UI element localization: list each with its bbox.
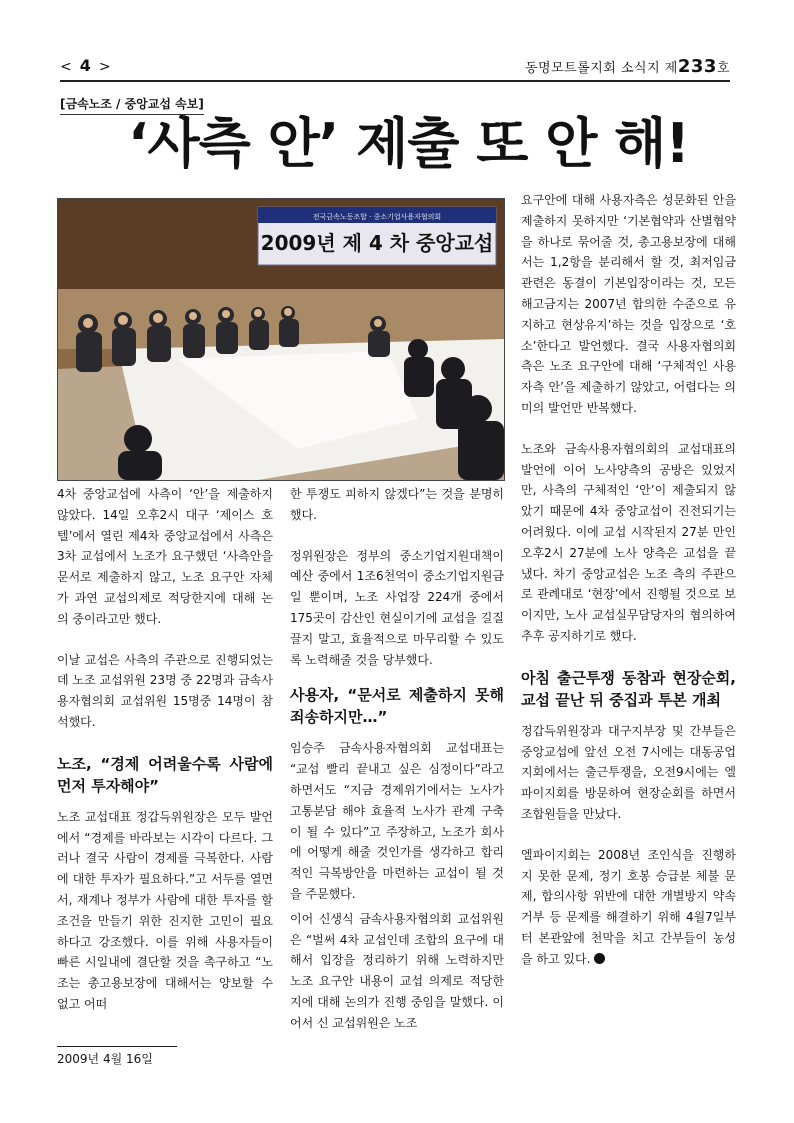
publication-name: 동명모트롤지회 소식지 제 <box>524 61 678 76</box>
column-2-paragraph-3: 임승주 금속사용자협의회 교섭대표는 “교섭 빨리 끝내고 싶은 심정이다”라고 하면서도 “지금 경제위기에서는 노사가 고통분담 해야 효율적 노사가 관계 구축이 될 수 있다”고 주장하고, 노조가 회사에 어떻게 해줄 것인가를 생각하고 합리적인 극복방안을 마련하는 교섭이 될 것을 주문했다. <box>290 741 504 901</box>
column-2-subheading: 사용자, “문서로 제출하지 못해 죄송하지만…” <box>290 686 504 727</box>
article-column-1 <box>57 484 273 1035</box>
publication-title <box>525 56 730 77</box>
issue-number: 233 <box>677 56 717 77</box>
photo-banner-subtitle: 전국금속노동조합 · 중소기업사용자협의회 <box>312 213 442 221</box>
issue-suffix: 호 <box>716 61 730 76</box>
column-2-paragraph-4: 이어 신생식 금속사용자협의회 교섭위원은 “벌써 4차 교섭인데 조합의 요구에 대해서 입장을 정리하기 위해 노력하지만 노조 요구안 내용이 교섭 의제로 적당한지에 대해 논의가 진행 중임을 말했다. 이어서 신 교섭위원은 노조 <box>290 911 504 1030</box>
header-rule <box>60 80 730 82</box>
column-1-paragraph-1: 4차 중앙교섭에 사측이 ‘안’을 제출하지 않았다. 14일 오후2시 대구 ‘제이스 호텔’에서 열린 제4차 중앙교섭에서 사측은 3차 교섭에서 노조가 요구했던 ‘사측안을 문서로 제출하지 않고, 노조 요구안 자체가 과연 교섭의제로 적당한지에 대해 논의 중이라고만 했다. <box>57 487 273 626</box>
section-tag: [금속노조 / 중앙교섭 속보] <box>60 95 204 115</box>
column-2-paragraph-2: 정위원장은 정부의 중소기업지원대책이 예산 중에서 1조6천억이 중소기업지원금일 뿐이며, 노조 사업장 224개 중에서 175곳이 감산인 현실이기에 교섭을 길질 끌지 말고, 효율적으로 마무리할 수 있도록 노력해줄 것을 당부했다. <box>290 548 504 667</box>
page-number-value: 4 <box>79 56 91 75</box>
column-3-paragraph-4-text: 엘파이지회는 2008년 조인식을 진행하지 못한 문제, 정기 호봉 승급분 체불 문제, 합의사항 위반에 대한 개별방지 약속거부 등 문제를 해결하기 위해 4월7일부터 본관앞에 천막을 치고 간부들이 농성을 하고 있다. <box>521 847 736 966</box>
column-3-paragraph-1: 요구안에 대해 사용자측은 성문화된 안을 제출하지 못하지만 ‘기본협약과 산별협약을 하나로 묶어줄 것, 총고용보장에 대해서는 1,2항을 분리해서 할 것, 최저임금 관련은 동결이 기본입장이라는 것, 모든 해고금지는 2007년 합의한 수준으로 유지하고 현상유지’하는 것을 입장으로 ‘호소’한다고 발언했다. 결국 사용자협의회 측은 노조 요구안에 대해 ‘구체적인 사용자측 안’을 제출하기 않았고, 어렵다는 의미의 발언만 반복했다. <box>521 193 736 415</box>
end-mark-icon <box>594 953 605 964</box>
column-3-subheading: 아침 출근투쟁 동참과 현장순회, 교섭 끝난 뒤 중집과 투본 개최 <box>521 668 736 709</box>
column-3-paragraph-4 <box>521 845 736 970</box>
page-suffix: > <box>98 59 111 75</box>
column-1-paragraph-3: 노조 교섭대표 정갑득위원장은 모두 발언에서 “경제를 바라보는 시각이 다르다. 그러나 결국 사람이 경제를 극복한다. 사람에 대한 투자가 필요하다.”고 서두를 열면서, 재계나 정부가 사람에 대한 투자를 할 조건을 만들기 위한 진지한 고민이 필요하다고 강조했다. 이를 위해 사용자들이 빠른 시일내에 결단할 것을 촉구하고 “노조는 총고용보장에 대해서는 양보할 수 없고 어떠 <box>57 809 273 1011</box>
column-3-paragraph-2: 노조와 금속사용자협의회의 교섭대표의 발언에 이어 노사양측의 공방은 있었지만, 사측의 구체적인 ‘안’이 제출되지 않았기 때문에 4차 중앙교섭이 진전되기는 어려웠다. 이에 교섭 시작된지 27분 만인 오후2시 27분에 노사 양측은 교섭을 끝냈다. 차기 중앙교섭은 노조 측의 주관으로 관례대로 ‘현장’에서 진행될 것으로 보이지만, 노사 교섭실무담당자의 협의하여 추후 공지하기로 했다. <box>521 441 736 643</box>
article-column-3 <box>521 190 736 990</box>
footer-rule <box>57 1046 177 1047</box>
column-1-subheading: 노조, “경제 어려울수록 사람에 먼저 투자해야” <box>57 754 273 795</box>
column-3-paragraph-3: 정갑득위원장과 대구지부장 및 간부들은 중앙교섭에 앞선 오전 7시에는 대동공업지회에서는 출근투쟁을, 오전9시에는 엘파이지회를 방문하여 현장순회를 하면서 조합원들을 만났다. <box>521 723 736 821</box>
page-number <box>60 56 111 75</box>
photo-banner-text: 2009년 제 4 차 중앙교섭 <box>260 231 494 255</box>
article-column-2 <box>290 484 504 1054</box>
page-prefix: < <box>60 59 72 75</box>
issue-date: 2009년 4월 16일 <box>57 1052 153 1066</box>
column-2-paragraph-1: 한 투쟁도 피하지 않겠다”는 것을 분명히 했다. <box>290 487 504 522</box>
meeting-photo-illustration <box>58 199 504 480</box>
headline: ‘사측 안’ 제출 또 안 해! <box>128 112 689 175</box>
column-1-paragraph-2: 이날 교섭은 사측의 주관으로 진행되었는데 노조 교섭위원 23명 중 22명과 금속사용자협의회 교섭위원 15명중 14명이 참석했다. <box>57 652 273 729</box>
meeting-photo <box>57 198 505 481</box>
